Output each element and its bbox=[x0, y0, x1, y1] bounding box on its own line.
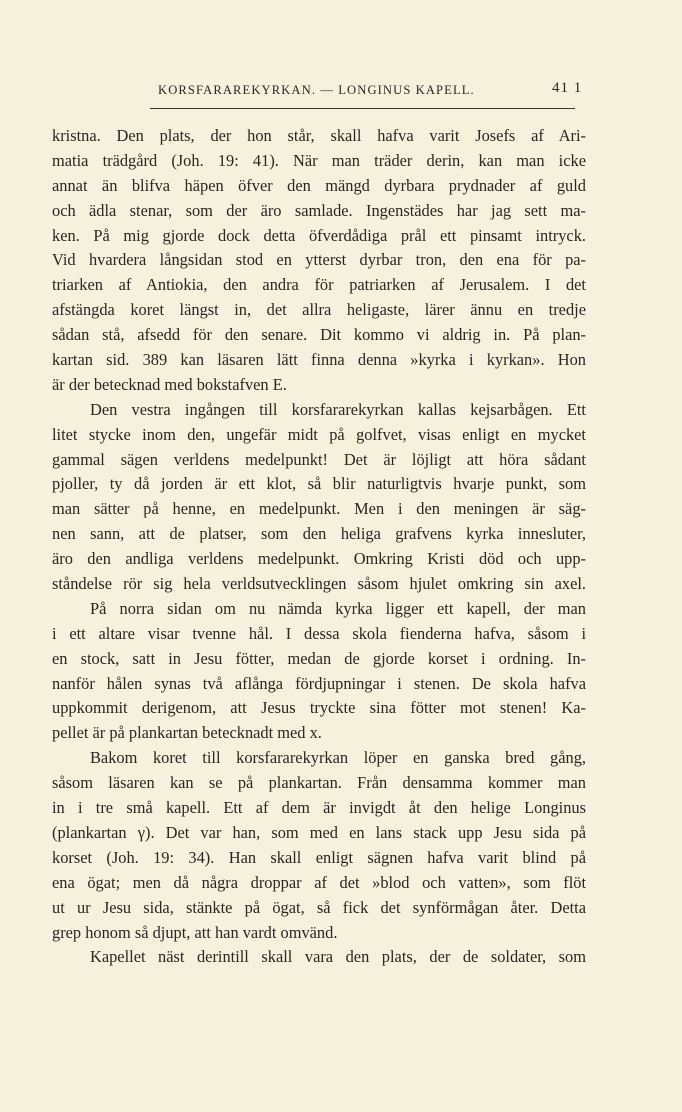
text-line: Den vestra ingången till korsfararekyrkan kallas kejsarbågen. Ett bbox=[90, 399, 586, 419]
text-line: en stock, satt in Jesu fötter, medan de gjorde korset i ordning. In- bbox=[52, 648, 586, 668]
text-line: Vid hvardera långsidan stod en ytterst dyrbar tron, den ena för pa- bbox=[52, 250, 586, 270]
text-line: grep honom så djupt, att han vardt omvänd. bbox=[52, 922, 338, 942]
text-line: ken. På mig gjorde dock detta öfverdådiga prål ett pinsamt intryck. bbox=[52, 225, 586, 245]
text-line: i ett altare visar tvenne hål. I dessa skola fienderna hafva, såsom i bbox=[52, 623, 586, 643]
text-line: triarken af Antiokia, den andra för patriarken af Jerusalem. I det bbox=[52, 275, 586, 295]
text-line: litet stycke inom den, ungefär midt på golfvet, visas enligt en mycket bbox=[52, 424, 586, 444]
text-line: afstängda koret längst in, det allra heligaste, lärer ännu en tredje bbox=[52, 300, 586, 320]
text-line: gammal sägen verldens medelpunkt! Det är löjligt att höra sådant bbox=[52, 449, 586, 469]
text-line: korset (Joh. 19: 34). Han skall enligt sägnen hafva varit blind på bbox=[52, 847, 586, 867]
text-line: ena ögat; men då några droppar af det »blod och vatten», som flöt bbox=[52, 872, 586, 892]
text-line: är der betecknad med bokstafven E. bbox=[52, 374, 287, 394]
text-line: (plankartan γ). Det var han, som med en lans stack upp Jesu sida på bbox=[52, 822, 586, 842]
text-line: ut ur Jesu sida, stänkte på ögat, så fick det synförmågan åter. Detta bbox=[52, 897, 586, 917]
running-head: KORSFARAREKYRKAN. — LONGINUS KAPELL. bbox=[158, 83, 475, 97]
text-line: nanför hålen synas två aflånga fördjupningar i stenen. De skola hafva bbox=[52, 673, 586, 693]
page-number: 41 1 bbox=[552, 80, 583, 96]
text-line: uppkommit derigenom, att Jesus tryckte sina fötter mot stenen! Ka- bbox=[52, 698, 586, 718]
text-line: pellet är på plankartan betecknadt med x. bbox=[52, 723, 322, 743]
text-line: man sätter på henne, en medelpunkt. Men i den meningen är säg- bbox=[52, 499, 586, 519]
text-line: ståndelse rör sig hela verldsutvecklingen såsom hjulet omkring sin axel. bbox=[52, 574, 586, 594]
body-text bbox=[52, 124, 586, 970]
text-line: in i tre små kapell. Ett af dem är invigdt åt den helige Longinus bbox=[52, 798, 586, 818]
text-line: annat än blifva häpen öfver den mängd dyrbara prydnader af guld bbox=[52, 175, 586, 195]
header-rule bbox=[150, 108, 575, 109]
text-line: och ädla stenar, som der äro samlade. Ingenstädes har jag sett ma- bbox=[52, 200, 586, 220]
text-line: Kapellet näst derintill skall vara den plats, der de soldater, som bbox=[90, 947, 586, 967]
text-line: äro den andliga verldens medelpunkt. Omkring Kristi död och upp- bbox=[52, 549, 586, 569]
text-line: såsom läsaren kan se på plankartan. Från densamma kommer man bbox=[52, 773, 586, 793]
text-line: matia trädgård (Joh. 19: 41). När man träder derin, kan man icke bbox=[52, 150, 586, 170]
text-line: Bakom koret till korsfararekyrkan löper en ganska bred gång, bbox=[90, 748, 586, 768]
text-line: På norra sidan om nu nämda kyrka ligger ett kapell, der man bbox=[90, 598, 586, 618]
text-line: kartan sid. 389 kan läsaren lätt finna denna »kyrka i kyrkan». Hon bbox=[52, 350, 586, 370]
text-line: pjoller, ty då jorden är ett klot, så blir naturligtvis hvarje punkt, som bbox=[52, 474, 586, 494]
text-line: sådan stå, afsedd för den senare. Dit kommo vi aldrig in. På plan- bbox=[52, 325, 586, 345]
text-line: kristna. Den plats, der hon står, skall hafva varit Josefs af Ari- bbox=[52, 126, 586, 145]
text-line: nen sann, att de platser, som den heliga grafvens kyrka innesluter, bbox=[52, 524, 586, 544]
